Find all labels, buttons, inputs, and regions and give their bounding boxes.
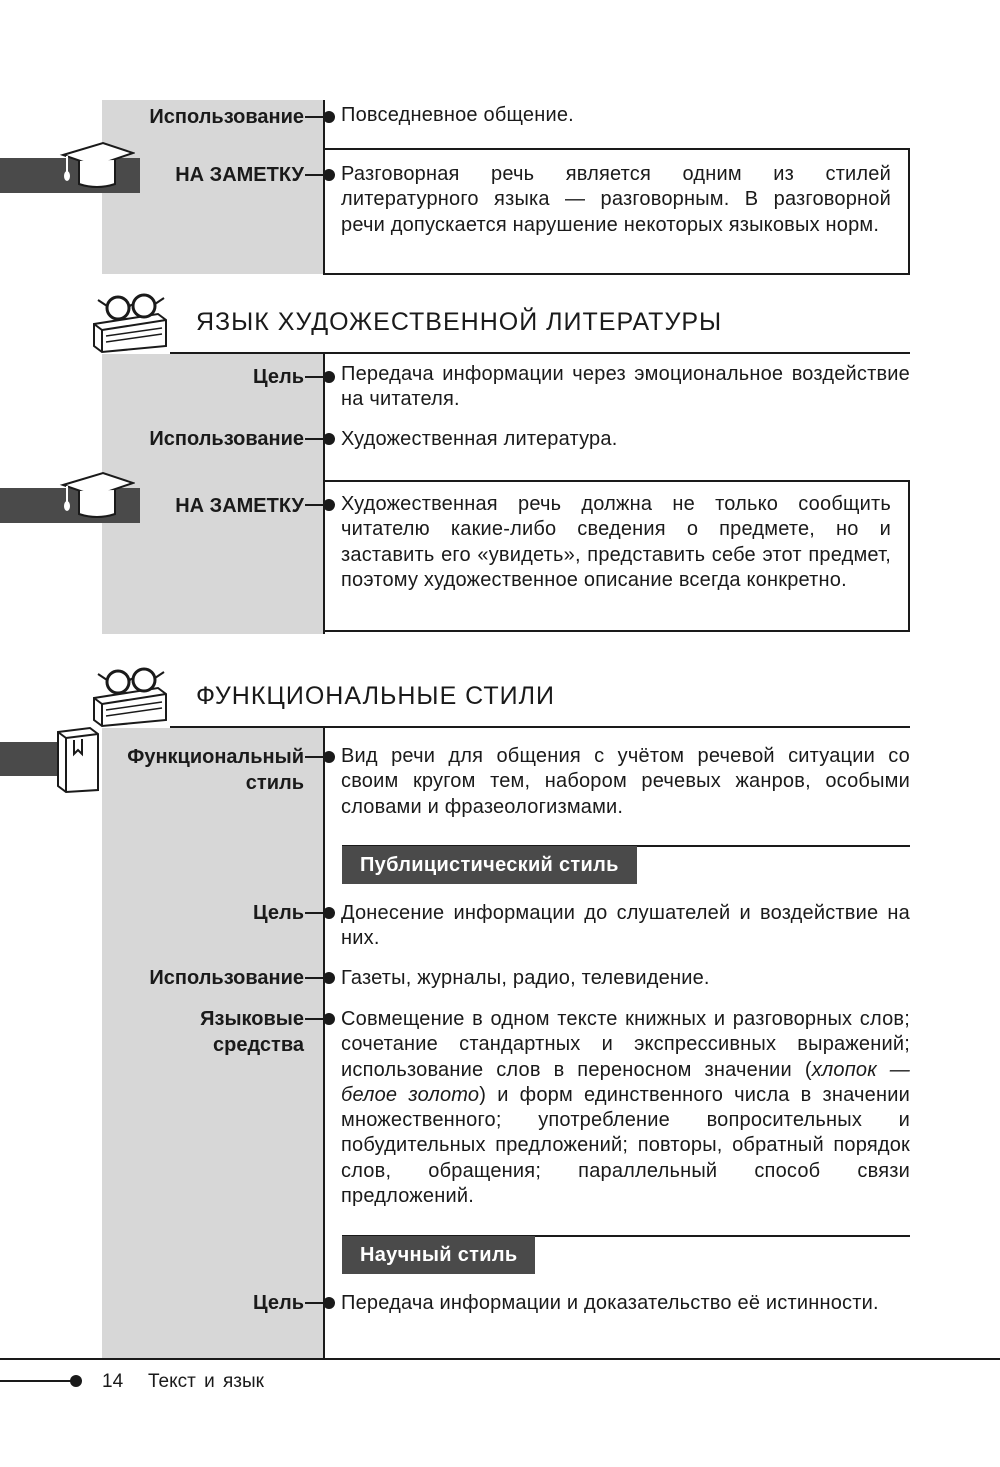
means-text-part2: ) и форм единственного числа в значении множественного; употребление вопросительных и побудительных предложений; повторы, обратный порядок слов, обращения; параллельный способ связи предложений. [341,1083,910,1208]
chapter-title: Текст и язык [148,1371,264,1392]
bookmark-book-icon [54,724,102,794]
connector [305,371,335,383]
definition-tab [0,742,60,776]
usage-label: Использование [149,106,304,128]
connector [305,433,335,445]
means-label-line2: средства [213,1034,304,1056]
glasses-on-books-icon [88,666,172,728]
footer-bullet [70,1375,82,1387]
definition-label-line2: стиль [245,772,304,794]
usage-label: Использование [149,428,304,450]
footer-rule [0,1358,1000,1360]
means-text-part1: Совмещение в одном тексте книжных и разговорных слов; сочетание стандартных и экспрессивных выражений; использование слов в переносном значении ( [341,1008,910,1081]
graduation-cap-icon [55,470,135,522]
goal-label: Цель [253,366,304,388]
usage-label: Использование [149,967,304,989]
goal-label: Цель [253,902,304,924]
definition-label [127,744,304,796]
graduation-cap-icon [55,140,135,192]
footer-bullet-line [0,1380,80,1382]
usage-text: Повседневное общение. [341,104,574,126]
subsection-heading-publicistic: Публицистический стиль [342,846,637,884]
connector [305,751,335,763]
usage-text: Газеты, журналы, радио, телевидение. [341,967,710,989]
connector [305,111,335,123]
glasses-on-books-icon [88,292,172,354]
subsection-heading-scientific: Научный стиль [342,1236,535,1274]
connector [305,499,335,511]
connector [305,1297,335,1309]
divider-functional [323,728,325,1360]
usage-text: Художественная литература. [341,428,618,450]
means-example: хлопок — белое золото [341,1058,910,1106]
means-label-line1: Языковые [200,1008,304,1030]
means-text [341,1007,910,1209]
definition-label-line1: Функциональный [127,746,304,768]
goal-text: Передача информации и доказательство её истинности. [341,1292,879,1314]
note-text: Разговорная речь является одним из стилей литературного языка — разговорным. В разговорной речи допускается нарушение некоторых языковых норм. [341,163,891,236]
definition-text: Вид речи для общения с учётом речевой ситуации со своим кругом тем, набором речевых жанров, особыми словами и фразеологизмами. [341,745,910,818]
connector [305,1013,335,1025]
means-label [200,1006,304,1058]
note-label: НА ЗАМЕТКУ [175,164,304,186]
goal-text: Передача информации через эмоциональное воздействие на читателя. [341,363,910,411]
goal-label: Цель [253,1292,304,1314]
goal-text: Донесение информации до слушателей и воздействие на них. [341,902,910,950]
note-label: НА ЗАМЕТКУ [175,495,304,517]
connector [305,169,335,181]
page-number: 14 [102,1371,124,1392]
connector [305,972,335,984]
section-title-functional: ФУНКЦИОНАЛЬНЫЕ СТИЛИ [196,682,556,710]
section-title-art: ЯЗЫК ХУДОЖЕСТВЕННОЙ ЛИТЕРАТУРЫ [196,308,723,336]
connector [305,907,335,919]
note-text: Художественная речь должна не только сообщить читателю какие-либо сведения о предмете, но и заставить его «увидеть», представить себе этот предмет, поэтому художественное описание всегда конкретно. [341,493,891,591]
